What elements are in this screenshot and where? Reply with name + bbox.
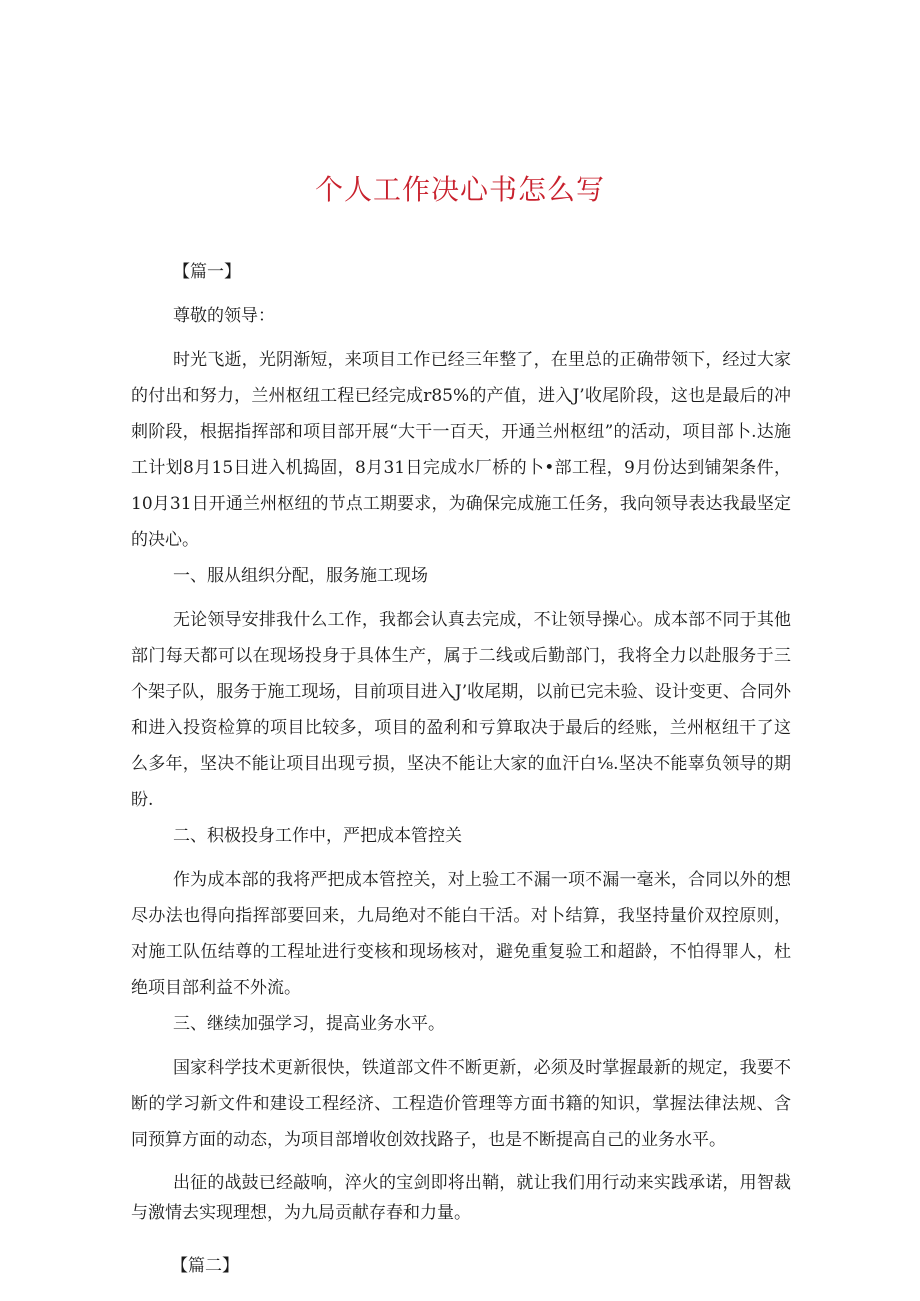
intro-paragraph: 时光飞逝，光阴渐短，来项目工作已经三年整了，在里总的正确带领下，经过大家的付出和努力，兰州枢纽工程已经完成r85%的产值，进入J’收尾阶段，这也是最后的冲刺阶段，根据指挥部和项目部开展“大干一百天，开通兰州枢纽”的活动，项目部卜.达施工计划8月15日进入机捣固，8月31日完成水厂桥的卜•部工程，9月份达到铺架条件，10月31日开通兰州枢纽的节点工期要求，为确保完成施工任务，我向领导表达我最坚定的决心。 <box>131 350 791 550</box>
paragraph-2: 作为成本部的我将严把成本管控关，对上验工不漏一项不漏一毫米，合同以外的想尽办法也得向指挥部要回来，九局绝对不能白干活。对卜结算，我坚持量价双控原则，对施工队伍结尊的工程址进行变核和现场核对，避免重复验工和超龄，不怕得罪人，杜绝项目部利益不外流。 <box>131 870 791 998</box>
closing-paragraph: 出征的战鼓已经敲响，淬火的宝剑即将出鞘，就让我们用行动来实践承诺，用智裁与激情去实现理想，为九局贡献存春和力量。 <box>131 1173 791 1223</box>
section-label-part2: 【篇二】 <box>171 1256 239 1276</box>
paragraph-3: 国家科学技术更新很快，铁道部文件不断更新，必须及时掌握最新的规定，我要不断的学习新文件和建设工程经济、工程造价管理等方面书籍的知识，掌握法律法规、含同预算方面的动态，为项目部增收创效找路子，也是不断提高自己的业务水平。 <box>131 1058 791 1150</box>
heading-2: 二、积极投身工作中，严把成本管控关 <box>173 826 462 846</box>
section-label-part1: 【篇一】 <box>173 262 241 282</box>
heading-3: 三、继续加强学习，提高业务水平。 <box>173 1014 445 1034</box>
salutation: 尊敬的领导： <box>173 306 275 326</box>
paragraph-1: 无论领导安排我什么工作，我都会认真去完成，不让领导操心。成本部不同于其他部门每天都可以在现场投身于具体生产，属于二线或后勤部门，我将全力以赴服务于三个架子队，服务于施工现场，目前项目进入J’收尾期，以前已完未验、设计变更、合同外和进入投资检算的项目比较多，项目的盈利和亏算取决于最后的经账，兰州枢纽干了这么多年，坚决不能让项目出现亏损，坚决不能让大家的血汗白⅛.坚决不能辜负领导的期盼. <box>131 610 791 810</box>
document-title: 个人工作决心书怎么写 <box>314 173 605 206</box>
heading-1: 一、服从组织分配，服务施工现场 <box>173 566 428 586</box>
document-body <box>131 254 791 1284</box>
